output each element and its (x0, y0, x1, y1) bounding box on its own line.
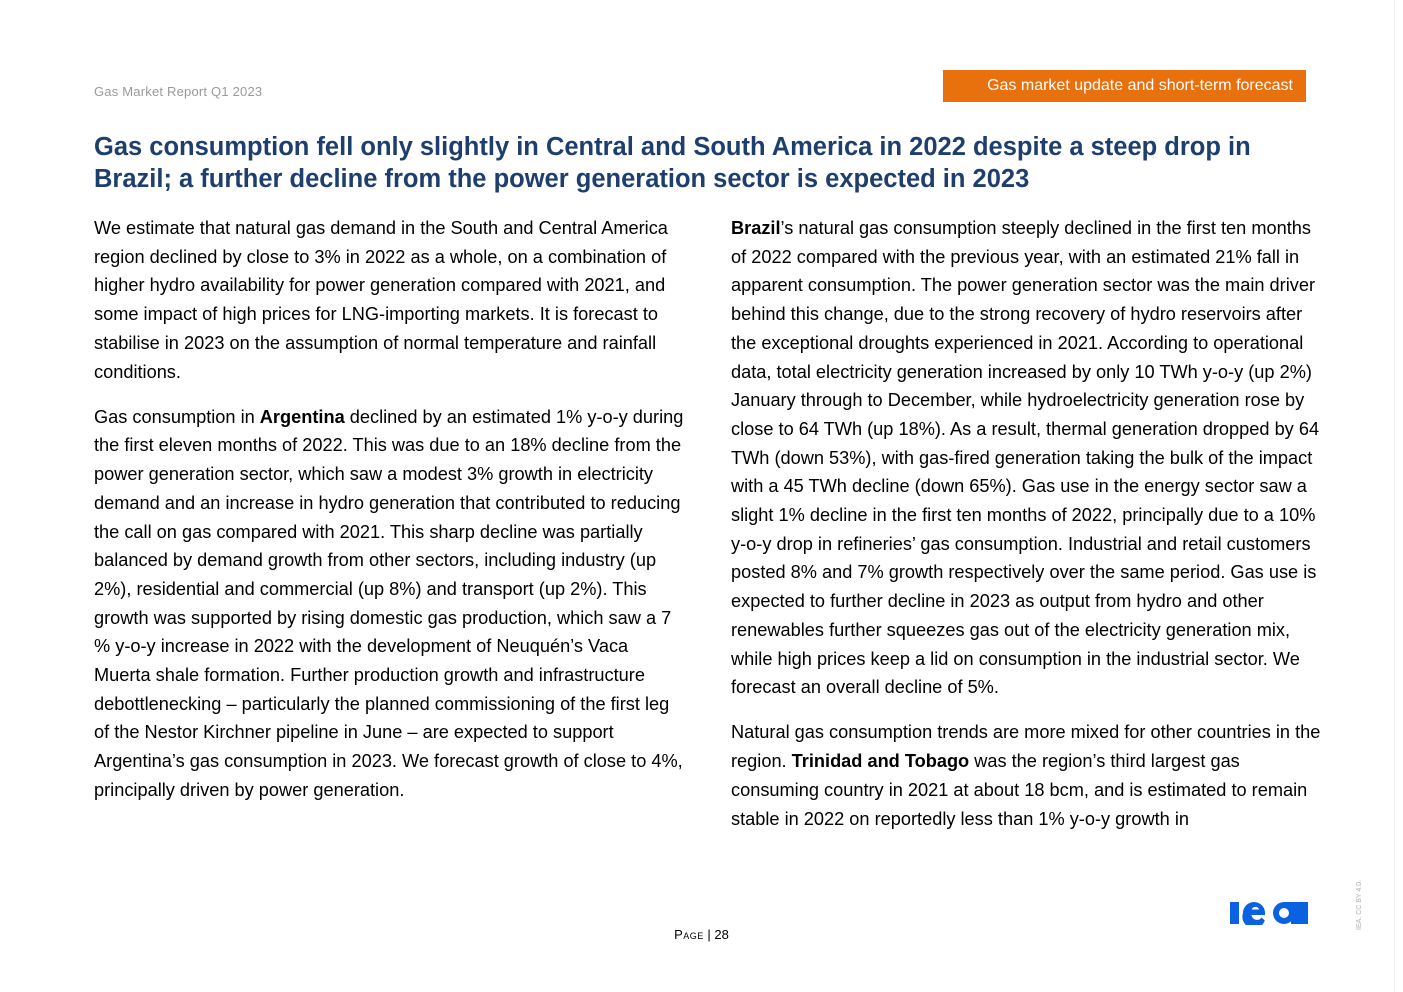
left-column (94, 214, 684, 821)
left-p2-intro: Gas consumption in (94, 406, 260, 427)
section-tag: Gas market update and short-term forecast (943, 70, 1306, 102)
right-paragraph-2 (731, 718, 1321, 833)
page-label: Page (674, 927, 704, 942)
right-p1-body: ’s natural gas consumption steeply declined in the first ten months of 2022 compared with the previous year, with an estimated 21% fall in apparent consumption. The power generation sector was the main driver behind this change, due to the strong recovery of hydro reservoirs after the exceptional droughts experienced in 2021. According to operational data, total electricity generation increased by only 10 TWh y-o-y (up 2%) January through to December, while hydroelectricity generation rose by close to 64 TWh (up 18%). As a result, thermal generation dropped by 64 TWh (down 53%), with gas-fired generation taking the bulk of the impact with a 45 TWh decline (down 65%). Gas use in the energy sector saw a slight 1% decline in the first ten months of 2022, principally due to a 10% y-o-y drop in refineries’ gas consumption. Industrial and retail customers posted 8% and 7% growth respectively over the same period. Gas use is expected to further decline in 2023 as output from hydro and other renewables further squeezes gas out of the electricity generation mix, while high prices keep a lid on consumption in the industrial sector. We forecast an overall decline of 5%. (731, 218, 1320, 698)
page-number-value: 28 (714, 927, 729, 942)
country-argentina: Argentina (259, 406, 345, 427)
right-p2-intro: Natural gas consumption trends are more mixed for other countries in the region. (731, 722, 1321, 772)
left-p2-body: declined by an estimated 1% y-o-y during the first eleven months of 2022. This was due to an 18% decline from the power generation sector, which saw a modest 3% growth in electricity demand and an increase in hydro generation that contributed to reducing the call on gas compared with 2021. This sharp decline was partially balanced by demand growth from other sectors, including industry (up 2%), residential and commercial (up 8%) and transport (up 2%). This growth was supported by rising domestic gas production, which saw a 7 % y-o-y increase in 2022 with the development of Neuquén’s Vaca Muerta shale formation. Further production growth and infrastructure debottlenecking – particularly the planned commissioning of the first leg of the Nestor Kirchner pipeline in June – are expected to support Argentina’s gas consumption in 2023. We forecast growth of close to 4%, principally driven by power generation. (94, 406, 684, 800)
right-column (731, 214, 1321, 850)
iea-logo (1229, 891, 1309, 925)
right-paragraph-1 (731, 214, 1321, 702)
license-notice: IEA. CC BY 4.0. (1356, 879, 1363, 930)
page-number (0, 927, 1403, 942)
left-paragraph-2 (94, 403, 684, 805)
right-p2-body: was the region’s third largest gas consuming country in 2021 at about 18 bcm, and is estimated to remain stable in 2022 on reportedly less than 1% y-o-y growth in (731, 751, 1308, 829)
country-trinidad-and-tobago: Trinidad and Tobago (791, 751, 970, 772)
left-paragraph-1: We estimate that natural gas demand in the South and Central America region declined by close to 3% in 2022 as a whole, on a combination of higher hydro availability for power generation compared with 2021, and some impact of high prices for LNG-importing markets. It is forecast to stabilise in 2023 on the assumption of normal temperature and rainfall conditions. (94, 218, 668, 382)
page-headline: Gas consumption fell only slightly in Central and South America in 2022 despite a steep drop in Brazil; a further decline from the power generation sector is expected in 2023 (94, 133, 1251, 193)
report-name: Gas Market Report Q1 2023 (94, 84, 263, 99)
page-margin-line (1394, 0, 1395, 992)
page-separator: | (707, 927, 711, 942)
country-brazil: Brazil (731, 218, 781, 238)
